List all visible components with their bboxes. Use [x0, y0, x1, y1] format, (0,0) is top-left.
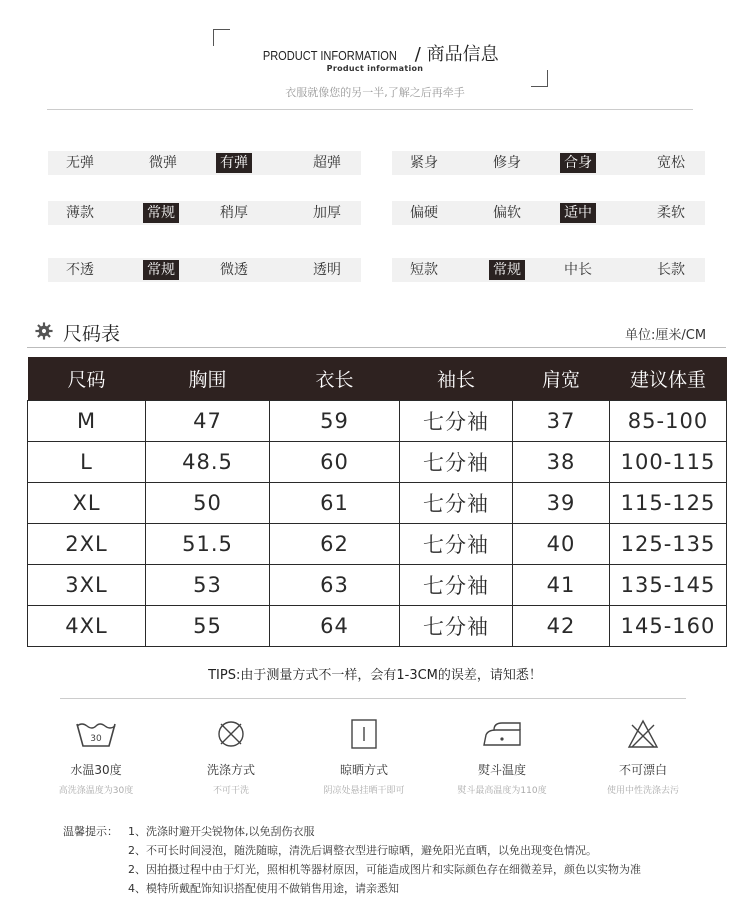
table-cell: 七分袖 — [400, 401, 513, 442]
attribute-row — [392, 201, 705, 225]
note-item: 2、不可长时间浸泡，随洗随晾，清洗后调整衣型进行晾晒，避免阳光直晒，以免出现变色情况。 — [128, 844, 597, 857]
table-cell: 40 — [513, 524, 610, 565]
size-chart-title: 尺码表 — [63, 323, 121, 345]
table-row — [28, 606, 727, 647]
table-cell: 64 — [270, 606, 400, 647]
care-item-dry-clean — [161, 717, 301, 796]
care-label: 水温30度 — [70, 763, 122, 777]
attribute-option: 薄款 — [66, 205, 94, 221]
care-item-bleach — [573, 717, 713, 796]
attribute-option: 不透 — [66, 262, 94, 278]
table-cell: L — [28, 442, 146, 483]
attribute-option: 宽松 — [657, 155, 685, 171]
care-sublabel: 不可干洗 — [212, 786, 249, 796]
attribute-row — [392, 151, 705, 175]
table-row — [28, 524, 727, 565]
attribute-option-selected: 有弹 — [216, 153, 252, 173]
no-bleach-icon — [621, 717, 665, 751]
page-tagline: 衣服就像您的另一半,了解之后再牵手 — [285, 86, 465, 99]
care-label: 不可漂白 — [618, 763, 667, 777]
wash-temp-text: 30 — [90, 734, 102, 744]
table-cell: 100-115 — [610, 442, 727, 483]
page-subtitle: Product information — [326, 64, 424, 73]
size-table — [27, 357, 727, 647]
table-cell: 39 — [513, 483, 610, 524]
table-cell: 85-100 — [610, 401, 727, 442]
attribute-option: 超弹 — [313, 155, 341, 171]
care-sublabel: 阴凉处悬挂晒干即可 — [323, 786, 405, 796]
header-cell: 尺码 — [28, 357, 146, 401]
table-row — [28, 401, 727, 442]
header-cell: 衣长 — [270, 357, 400, 401]
note-item: 4、模特所戴配饰知识搭配使用不做销售用途，请亲悉知 — [128, 882, 399, 895]
attribute-option: 偏硬 — [410, 205, 438, 221]
header-divider — [47, 109, 693, 110]
care-item-iron — [432, 717, 572, 796]
attribute-option: 微弹 — [149, 155, 177, 171]
table-cell: 七分袖 — [400, 565, 513, 606]
attribute-option: 透明 — [313, 262, 341, 278]
attribute-option: 紧身 — [410, 155, 438, 171]
attribute-row — [48, 151, 361, 175]
title-english: PRODUCT INFORMATION — [263, 48, 398, 63]
attribute-row — [48, 258, 361, 282]
table-row — [28, 565, 727, 606]
table-cell: 48.5 — [146, 442, 270, 483]
header-cell: 袖长 — [400, 357, 513, 401]
wash-30-icon — [74, 717, 118, 751]
table-row — [28, 442, 727, 483]
care-label: 熨斗温度 — [477, 763, 526, 777]
table-cell: 50 — [146, 483, 270, 524]
table-cell: 七分袖 — [400, 524, 513, 565]
size-tips: TIPS:由于测量方式不一样，会有1-3CM的误差，请知悉！ — [208, 668, 542, 683]
table-cell: 60 — [270, 442, 400, 483]
table-cell: XL — [28, 483, 146, 524]
attribute-row — [392, 258, 705, 282]
table-cell: 38 — [513, 442, 610, 483]
table-cell: 63 — [270, 565, 400, 606]
care-label: 晾晒方式 — [339, 763, 388, 777]
care-label: 洗涤方式 — [206, 763, 255, 777]
table-cell: 125-135 — [610, 524, 727, 565]
table-cell: 51.5 — [146, 524, 270, 565]
attribute-option-selected: 适中 — [560, 203, 596, 223]
attribute-option: 无弹 — [66, 155, 94, 171]
attribute-option: 中长 — [564, 262, 592, 278]
note-item: 1、洗涤时避开尖锐物体,以免刮伤衣服 — [128, 825, 315, 838]
table-cell: 59 — [270, 401, 400, 442]
table-cell: 47 — [146, 401, 270, 442]
attribute-option: 长款 — [657, 262, 685, 278]
no-dry-clean-icon — [209, 717, 253, 751]
size-chart-unit: 单位:厘米/CM — [625, 328, 707, 343]
care-sublabel: 使用中性洗涤去污 — [606, 786, 679, 796]
iron-icon — [478, 717, 526, 751]
care-item-drying — [294, 717, 434, 796]
table-cell: 37 — [513, 401, 610, 442]
title-separator: / — [409, 44, 427, 65]
gear-icon — [35, 322, 53, 340]
table-cell: 七分袖 — [400, 483, 513, 524]
table-row — [28, 483, 727, 524]
table-cell: 55 — [146, 606, 270, 647]
table-cell: 53 — [146, 565, 270, 606]
table-cell: 七分袖 — [400, 442, 513, 483]
table-cell: 62 — [270, 524, 400, 565]
table-cell: 3XL — [28, 565, 146, 606]
attribute-row — [48, 201, 361, 225]
page-title — [0, 40, 750, 66]
table-cell: M — [28, 401, 146, 442]
attribute-option: 稍厚 — [220, 205, 248, 221]
header-cell: 胸围 — [146, 357, 270, 401]
header-cell: 建议体重 — [610, 357, 727, 401]
table-cell: 135-145 — [610, 565, 727, 606]
table-cell: 七分袖 — [400, 606, 513, 647]
line-dry-icon — [342, 717, 386, 751]
table-cell: 145-160 — [610, 606, 727, 647]
care-sublabel: 熨斗最高温度为110度 — [457, 786, 547, 796]
attribute-option: 加厚 — [313, 205, 341, 221]
care-item-wash — [26, 717, 166, 796]
attribute-option: 微透 — [220, 262, 248, 278]
attribute-option-selected: 常规 — [143, 260, 179, 280]
note-item: 2、因拍摄过程中由于灯光，照相机等器材原因，可能造成图片和实际颜色存在细微差异，颜色以实物为准 — [128, 863, 641, 876]
attribute-option-selected: 合身 — [560, 153, 596, 173]
header-cell: 肩宽 — [513, 357, 610, 401]
table-cell: 41 — [513, 565, 610, 606]
table-cell: 4XL — [28, 606, 146, 647]
attribute-option: 柔软 — [657, 205, 685, 221]
table-cell: 115-125 — [610, 483, 727, 524]
table-cell: 61 — [270, 483, 400, 524]
care-divider — [60, 698, 686, 699]
care-sublabel: 高洗涤温度为30度 — [58, 786, 134, 796]
attribute-option-selected: 常规 — [489, 260, 525, 280]
table-cell: 42 — [513, 606, 610, 647]
title-chinese: 商品信息 — [426, 44, 499, 65]
attribute-option: 修身 — [493, 155, 521, 171]
notes-label: 温馨提示： — [63, 825, 118, 838]
size-table-header-row — [28, 357, 727, 401]
attribute-option-selected: 常规 — [143, 203, 179, 223]
table-cell: 2XL — [28, 524, 146, 565]
attribute-option: 短款 — [410, 262, 438, 278]
size-chart-divider — [27, 347, 726, 348]
attribute-option: 偏软 — [493, 205, 521, 221]
